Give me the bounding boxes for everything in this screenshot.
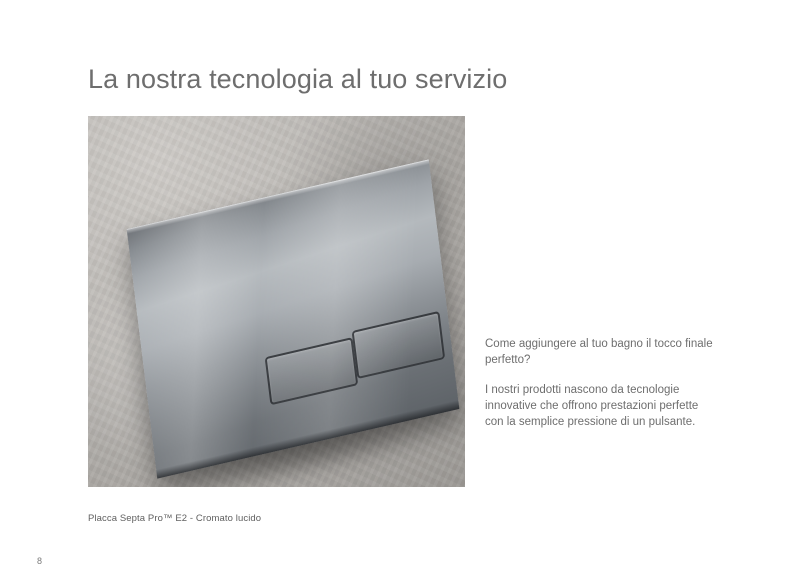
flush-plate-photo <box>88 116 465 487</box>
page-number: 8 <box>37 556 43 566</box>
body-paragraph-1: Come aggiungere al tuo bagno il tocco finale perfetto? <box>485 338 713 366</box>
page-title: La nostra tecnologia al tuo servizio <box>88 64 508 95</box>
body-paragraph-2: I nostri prodotti nascono da tecnologie innovative che offrono prestazioni perfette con la semplice pressione di un pulsante. <box>485 384 699 428</box>
image-caption: Placca Septa Pro™ E2 - Cromato lucido <box>88 513 262 524</box>
body-copy <box>485 336 717 430</box>
